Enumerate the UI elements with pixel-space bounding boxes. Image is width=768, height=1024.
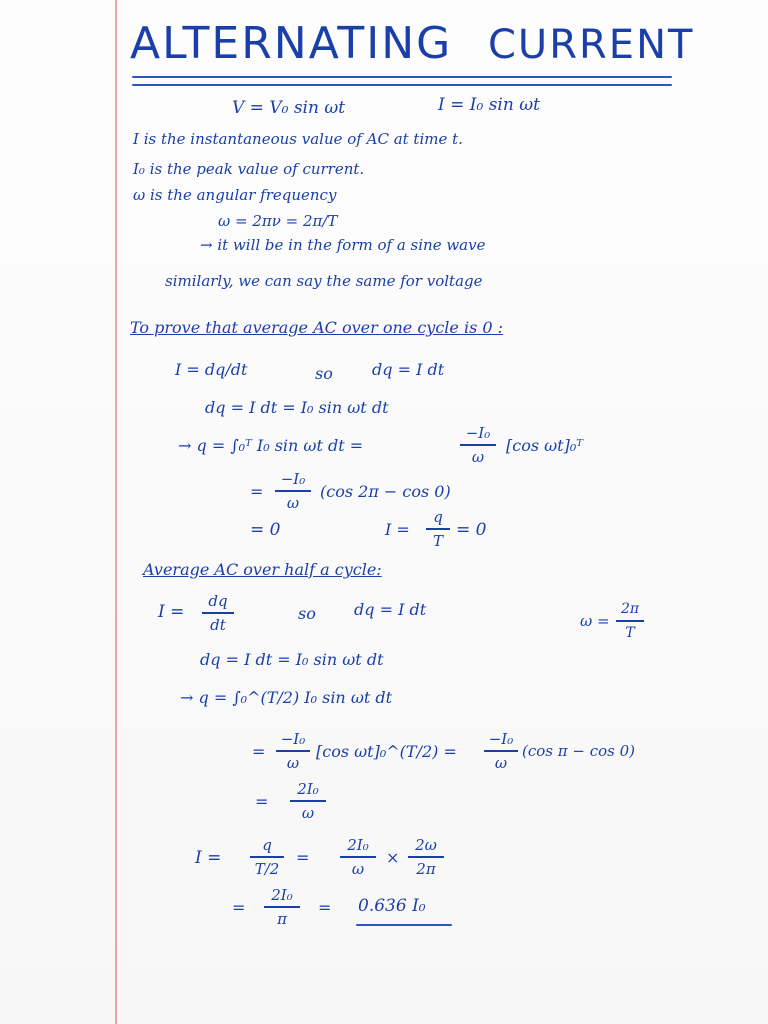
half-step-4-equals: =: [252, 742, 266, 761]
fraction-denominator: ω: [286, 494, 300, 512]
fraction-bar: [276, 750, 310, 752]
fraction-numerator: 2ω: [415, 836, 437, 854]
fraction-numerator: −I₀: [465, 424, 491, 442]
half-step-3: → q = ∫₀^(T/2) I₀ sin ωt dt: [180, 688, 393, 707]
fraction-denominator: ω: [471, 448, 485, 466]
omega-side-label: ω =: [580, 612, 610, 630]
fraction-denominator: ω: [494, 754, 508, 772]
fraction-denominator: T: [625, 625, 635, 641]
proof-step-4-fraction: [275, 470, 311, 512]
proof-step-5-fraction: [426, 508, 450, 550]
proof-step-5-left: = 0: [250, 520, 281, 540]
half-step-7-fraction: [264, 886, 300, 928]
fraction-denominator: T/2: [254, 860, 280, 878]
margin-line: [115, 0, 117, 1024]
fraction-numerator: dq: [208, 592, 228, 610]
final-result-underline: [356, 924, 452, 926]
half-step-1-i: I =: [158, 602, 185, 622]
intro-line-2: I₀ is the peak value of current.: [133, 160, 365, 178]
half-step-6-times: ×: [386, 848, 400, 867]
title-underline-2: [132, 84, 672, 86]
fraction-denominator: 2π: [416, 860, 436, 878]
proof-heading: To prove that average AC over one cycle is 0 :: [130, 318, 504, 337]
fraction-denominator: T: [432, 532, 443, 550]
intro-line-1: I is the instantaneous value of AC at time t.: [133, 130, 463, 148]
fraction-numerator: 2I₀: [347, 836, 369, 854]
fraction-numerator: −I₀: [280, 730, 306, 748]
fraction-denominator: ω: [301, 804, 315, 822]
fraction-bar: [275, 490, 311, 492]
fraction-bar: [460, 444, 496, 446]
half-step-4-right: (cos π − cos 0): [522, 742, 636, 760]
proof-step-4-right: (cos 2π − cos 0): [320, 482, 451, 501]
half-step-1-fraction: [202, 592, 234, 634]
proof-step-3-fraction: [460, 424, 496, 466]
fraction-bar: [340, 856, 376, 858]
fraction-numerator: −I₀: [488, 730, 514, 748]
title-word-2: CURRENT: [488, 22, 695, 68]
fraction-numerator: 2I₀: [297, 780, 319, 798]
fraction-numerator: −I₀: [280, 470, 306, 488]
voltage-equation: V = V₀ sin ωt: [232, 98, 346, 118]
half-step-2: dq = I dt = I₀ sin ωt dt: [200, 650, 384, 669]
proof-step-4-equals: =: [250, 482, 264, 501]
fraction-denominator: π: [277, 910, 287, 928]
half-step-4-middle: [cos ωt]₀^(T/2) =: [316, 742, 457, 761]
fraction-numerator: q: [262, 836, 272, 854]
omega-equation: ω = 2πν = 2π/T: [218, 212, 338, 230]
half-step-6-fraction-3: [408, 836, 444, 878]
half-step-6-equals: =: [296, 848, 310, 867]
fraction-denominator: ω: [286, 754, 300, 772]
fraction-bar: [202, 612, 234, 614]
proof-step-3-left: → q = ∫₀ᵀ I₀ sin ωt dt =: [178, 436, 364, 455]
proof-step-5-right: = 0: [456, 520, 487, 540]
fraction-bar: [290, 800, 326, 802]
voltage-note: similarly, we can say the same for voltage: [165, 272, 483, 290]
sine-wave-note: → it will be in the form of a sine wave: [200, 236, 486, 254]
proof-step-3-right: [cos ωt]₀ᵀ: [506, 436, 583, 455]
half-step-5-fraction: [290, 780, 326, 822]
half-cycle-heading: Average AC over half a cycle:: [143, 560, 382, 579]
fraction-bar: [616, 620, 644, 622]
half-step-6-fraction-2: [340, 836, 376, 878]
half-step-4-fraction-1: [276, 730, 310, 772]
fraction-denominator: ω: [351, 860, 365, 878]
fraction-bar: [264, 906, 300, 908]
half-step-5-equals: =: [255, 792, 269, 811]
half-step-7-equals: =: [232, 898, 246, 917]
fraction-bar: [426, 528, 450, 530]
proof-step-5-i: I =: [385, 520, 410, 539]
fraction-numerator: q: [433, 508, 443, 526]
fraction-denominator: dt: [210, 616, 226, 634]
proof-step-2: dq = I dt = I₀ sin ωt dt: [205, 398, 389, 417]
fraction-bar: [484, 750, 518, 752]
half-step-7-equals-2: =: [318, 898, 332, 917]
omega-side-fraction: [616, 600, 644, 642]
fraction-bar: [408, 856, 444, 858]
title-underline-1: [132, 76, 672, 78]
fraction-numerator: 2I₀: [271, 886, 293, 904]
proof-step-1-so: so: [315, 364, 333, 383]
half-step-6-i: I =: [195, 848, 222, 868]
title-word-1: ALTERNATING: [130, 18, 453, 69]
final-result: 0.636 I₀: [358, 896, 426, 916]
half-step-1-right: dq = I dt: [354, 600, 427, 619]
fraction-bar: [250, 856, 284, 858]
intro-line-3: ω is the angular frequency: [133, 186, 337, 204]
proof-step-1-right: dq = I dt: [372, 360, 445, 379]
fraction-numerator: 2π: [620, 601, 640, 617]
half-step-6-fraction-1: [250, 836, 284, 878]
half-step-4-fraction-2: [484, 730, 518, 772]
half-step-1-so: so: [298, 604, 316, 623]
proof-step-1-left: I = dq/dt: [175, 360, 248, 379]
current-equation: I = I₀ sin ωt: [438, 95, 540, 115]
